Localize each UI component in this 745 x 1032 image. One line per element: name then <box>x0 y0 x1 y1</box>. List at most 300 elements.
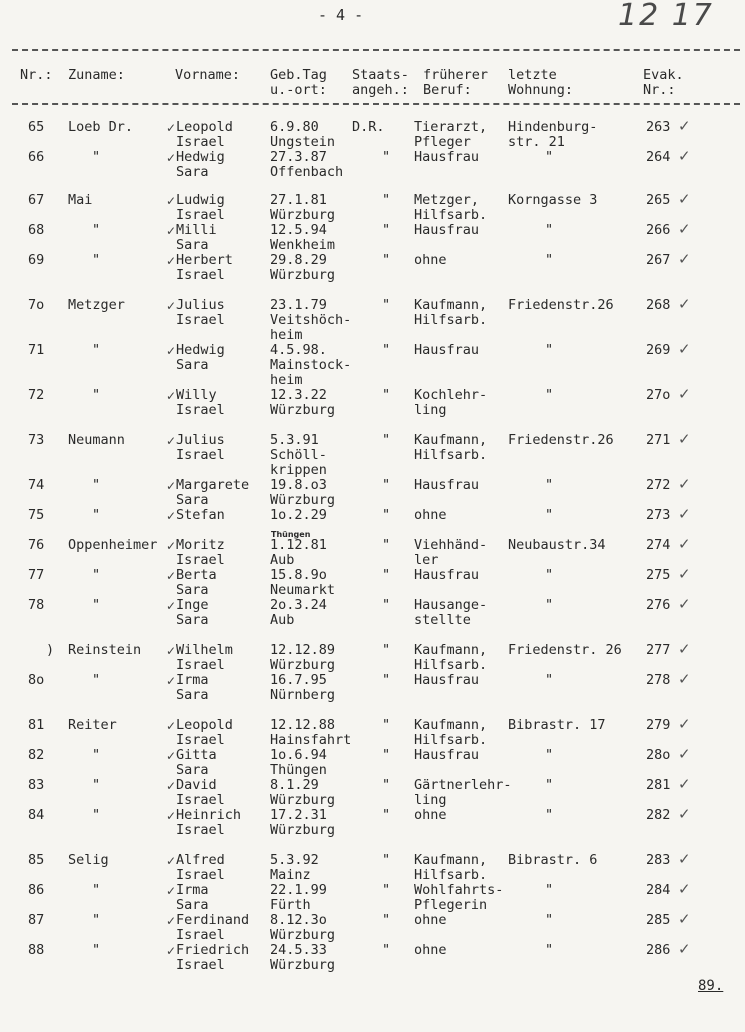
entry-vorname: Sara <box>176 164 209 180</box>
check-mark-icon: ✓ <box>678 340 691 358</box>
entry-beruf: Kaufmann, <box>414 432 488 448</box>
header-beruf-1: früherer <box>423 67 489 83</box>
header-beruf-2: Beruf: <box>423 82 472 98</box>
entry-beruf: ling <box>414 792 447 808</box>
entry-evak-nr: 277 <box>646 642 671 658</box>
entry-beruf: Viehhänd- <box>414 537 488 553</box>
entry-vorname: Israel <box>176 927 225 943</box>
entry-geburt: 2o.3.24 <box>270 597 327 613</box>
top-rule <box>12 49 740 51</box>
entry-beruf: Pflegerin <box>414 897 488 913</box>
entry-wohnung: " <box>545 777 554 793</box>
entry-geburt: Thüngen <box>270 762 327 778</box>
entry-geburt: Fürth <box>270 897 311 913</box>
entry-beruf: Kaufmann, <box>414 297 488 313</box>
entry-vorname: Friedrich <box>176 942 250 958</box>
entry-nr: 8o <box>28 672 45 688</box>
entry-vorname: Sara <box>176 237 209 253</box>
entry-staatsangehoerigkeit: " <box>382 747 391 763</box>
entry-vorname: Israel <box>176 657 225 673</box>
check-mark-icon: ✓ <box>166 644 177 658</box>
check-mark-icon: ✓ <box>678 475 691 493</box>
entry-zuname: " <box>92 387 101 403</box>
entry-beruf: Hilfsarb. <box>414 312 488 328</box>
entry-vorname: Alfred <box>176 852 225 868</box>
entry-nr: 73 <box>28 432 45 448</box>
entry-vorname: Wilhelm <box>176 642 233 658</box>
entry-wohnung: Bibrastr. 6 <box>508 852 598 868</box>
check-mark-icon: ✓ <box>166 509 177 523</box>
check-mark-icon: ✓ <box>166 224 177 238</box>
header-wohnung-2: Wohnung: <box>508 82 574 98</box>
entry-vorname: Israel <box>176 732 225 748</box>
entry-vorname: Leopold <box>176 119 233 135</box>
entry-evak-nr: 265 <box>646 192 671 208</box>
check-mark-icon: ✓ <box>678 430 691 448</box>
entry-nr: 82 <box>28 747 45 763</box>
check-mark-icon: ✓ <box>678 775 691 793</box>
entry-beruf: ohne <box>414 807 447 823</box>
entry-vorname: David <box>176 777 217 793</box>
entry-beruf: Hausfrau <box>414 672 480 688</box>
entry-nr: 84 <box>28 807 45 823</box>
entry-geburt: Mainz <box>270 867 311 883</box>
entry-beruf: Hausange- <box>414 597 488 613</box>
header-wohnung-1: letzte <box>508 67 557 83</box>
entry-zuname: " <box>92 567 101 583</box>
entry-geburt: 8.1.29 <box>270 777 319 793</box>
entry-geburt: Würzburg <box>270 267 336 283</box>
entry-geburt: 27.1.81 <box>270 192 327 208</box>
entry-nr: 75 <box>28 507 45 523</box>
entry-wohnung: " <box>545 149 554 165</box>
entry-staatsangehoerigkeit: " <box>382 192 391 208</box>
entry-geburt: Hainsfahrt <box>270 732 352 748</box>
entry-geburt: Würzburg <box>270 492 336 508</box>
entry-geburt: 24.5.33 <box>270 942 327 958</box>
entry-beruf: Hilfsarb. <box>414 732 488 748</box>
check-mark-icon: ✓ <box>678 640 691 658</box>
entry-wohnung: " <box>545 507 554 523</box>
entry-wohnung: " <box>545 567 554 583</box>
check-mark-icon: ✓ <box>678 190 691 208</box>
entry-wohnung: " <box>545 942 554 958</box>
entry-geburt: 12.12.89 <box>270 642 336 658</box>
check-mark-icon: ✓ <box>166 854 177 868</box>
entry-beruf: Hausfrau <box>414 477 480 493</box>
entry-vorname: Israel <box>176 134 225 150</box>
entry-staatsangehoerigkeit: " <box>382 567 391 583</box>
entry-vorname: Heinrich <box>176 807 242 823</box>
header-zuname: Zuname: <box>68 67 125 83</box>
check-mark-icon: ✓ <box>678 505 691 523</box>
entry-beruf: Hilfsarb. <box>414 447 488 463</box>
entry-vorname: Hedwig <box>176 342 225 358</box>
check-mark-icon: ✓ <box>166 674 177 688</box>
entry-vorname: Hedwig <box>176 149 225 165</box>
entry-evak-nr: 269 <box>646 342 671 358</box>
entry-geburt: Wenkheim <box>270 237 336 253</box>
entry-beruf: ling <box>414 402 447 418</box>
entry-geburt: Würzburg <box>270 402 336 418</box>
entry-zuname: " <box>92 477 101 493</box>
header-geb-1: Geb.Tag <box>270 67 327 83</box>
entry-wohnung: Friedenstr.26 <box>508 432 614 448</box>
entry-vorname: Irma <box>176 882 209 898</box>
header-evak-2: Nr.: <box>643 82 676 98</box>
entry-vorname: Milli <box>176 222 217 238</box>
entry-nr: ) <box>46 642 55 658</box>
entry-geburt: 27.3.87 <box>270 149 327 165</box>
entry-zuname: " <box>92 149 101 165</box>
entry-vorname: Margarete <box>176 477 250 493</box>
entry-beruf: Hausfrau <box>414 149 480 165</box>
entry-zuname: " <box>92 882 101 898</box>
entry-vorname: Sara <box>176 492 209 508</box>
entry-vorname: Moritz <box>176 537 225 553</box>
entry-wohnung: " <box>545 477 554 493</box>
entry-vorname: Willy <box>176 387 217 403</box>
entry-nr: 83 <box>28 777 45 793</box>
entry-staatsangehoerigkeit: " <box>382 297 391 313</box>
entry-beruf: Kaufmann, <box>414 642 488 658</box>
entry-geburt: Würzburg <box>270 792 336 808</box>
entry-evak-nr: 266 <box>646 222 671 238</box>
entry-geburt: 12.5.94 <box>270 222 327 238</box>
entry-zuname: Reiter <box>68 717 117 733</box>
header-staats-2: angeh.: <box>352 82 409 98</box>
entry-staatsangehoerigkeit: " <box>382 852 391 868</box>
entry-zuname: " <box>92 942 101 958</box>
header-rule <box>12 103 740 105</box>
check-mark-icon: ✓ <box>678 715 691 733</box>
entry-vorname: Ludwig <box>176 192 225 208</box>
check-mark-icon: ✓ <box>678 805 691 823</box>
entry-staatsangehoerigkeit: " <box>382 642 391 658</box>
check-mark-icon: ✓ <box>678 940 691 958</box>
entry-evak-nr: 27o <box>646 387 671 403</box>
entry-vorname: Irma <box>176 672 209 688</box>
entry-staatsangehoerigkeit: " <box>382 432 391 448</box>
entry-zuname: " <box>92 507 101 523</box>
entry-wohnung: " <box>545 222 554 238</box>
entry-wohnung: " <box>545 912 554 928</box>
entry-wohnung: " <box>545 807 554 823</box>
entry-vorname: Ferdinand <box>176 912 250 928</box>
entry-vorname: Sara <box>176 897 209 913</box>
check-mark-icon: ✓ <box>166 194 177 208</box>
entry-zuname: Reinstein <box>68 642 142 658</box>
entry-wohnung: " <box>545 882 554 898</box>
entry-evak-nr: 284 <box>646 882 671 898</box>
entry-staatsangehoerigkeit: " <box>382 672 391 688</box>
entry-evak-nr: 28o <box>646 747 671 763</box>
entry-nr: 66 <box>28 149 45 165</box>
check-mark-icon: ✓ <box>678 220 691 238</box>
entry-beruf: Kaufmann, <box>414 852 488 868</box>
entry-nr: 71 <box>28 342 45 358</box>
entry-beruf: Kaufmann, <box>414 717 488 733</box>
entry-geburt: Würzburg <box>270 822 336 838</box>
entry-geburt: 5.3.92 <box>270 852 319 868</box>
entry-beruf: Kochlehr- <box>414 387 488 403</box>
entry-nr: 72 <box>28 387 45 403</box>
entry-beruf: Gärtnerlehr- <box>414 777 512 793</box>
check-mark-icon: ✓ <box>678 565 691 583</box>
entry-nr: 78 <box>28 597 45 613</box>
entry-evak-nr: 276 <box>646 597 671 613</box>
entry-wohnung: " <box>545 672 554 688</box>
entry-wohnung: Neubaustr.34 <box>508 537 606 553</box>
entry-wohnung: " <box>545 597 554 613</box>
entry-geburt: 29.8.29 <box>270 252 327 268</box>
check-mark-icon: ✓ <box>166 914 177 928</box>
entry-evak-nr: 285 <box>646 912 671 928</box>
entry-nr: 87 <box>28 912 45 928</box>
entry-vorname: Sara <box>176 687 209 703</box>
entry-beruf: Hilfsarb. <box>414 867 488 883</box>
entry-vorname: Herbert <box>176 252 233 268</box>
entry-geburt: 1o.6.94 <box>270 747 327 763</box>
check-mark-icon: ✓ <box>678 250 691 268</box>
entry-beruf: Wohlfahrts- <box>414 882 504 898</box>
check-mark-icon: ✓ <box>166 151 177 165</box>
check-mark-icon: ✓ <box>678 147 691 165</box>
entry-zuname: " <box>92 807 101 823</box>
handwritten-annotation: Thüngen <box>271 530 311 539</box>
check-mark-icon: ✓ <box>678 880 691 898</box>
entry-wohnung: " <box>545 342 554 358</box>
entry-evak-nr: 281 <box>646 777 671 793</box>
entry-vorname: Israel <box>176 822 225 838</box>
entry-geburt: 12.12.88 <box>270 717 336 733</box>
entry-nr: 85 <box>28 852 45 868</box>
header-nr: Nr.: <box>20 67 53 83</box>
entry-vorname: Gitta <box>176 747 217 763</box>
entry-zuname: Neumann <box>68 432 125 448</box>
entry-nr: 69 <box>28 252 45 268</box>
entry-evak-nr: 278 <box>646 672 671 688</box>
entry-geburt: 23.1.79 <box>270 297 327 313</box>
entry-geburt: Würzburg <box>270 927 336 943</box>
entry-evak-nr: 264 <box>646 149 671 165</box>
entry-vorname: Israel <box>176 957 225 973</box>
entry-geburt: 17.2.31 <box>270 807 327 823</box>
entry-geburt: Nürnberg <box>270 687 336 703</box>
entry-beruf: ler <box>414 552 439 568</box>
entry-wohnung: Hindenburg- <box>508 119 598 135</box>
entry-evak-nr: 272 <box>646 477 671 493</box>
check-mark-icon: ✓ <box>166 539 177 553</box>
check-mark-icon: ✓ <box>166 299 177 313</box>
check-mark-icon: ✓ <box>166 254 177 268</box>
entry-wohnung: Friedenstr.26 <box>508 297 614 313</box>
check-mark-icon: ✓ <box>678 910 691 928</box>
check-mark-icon: ✓ <box>166 434 177 448</box>
check-mark-icon: ✓ <box>166 389 177 403</box>
entry-geburt: Neumarkt <box>270 582 336 598</box>
entry-evak-nr: 283 <box>646 852 671 868</box>
entry-vorname: Julius <box>176 432 225 448</box>
entry-geburt: Würzburg <box>270 207 336 223</box>
entry-vorname: Israel <box>176 867 225 883</box>
entry-geburt: 15.8.9o <box>270 567 327 583</box>
footer-number: 89. <box>698 978 724 994</box>
entry-wohnung: Korngasse 3 <box>508 192 598 208</box>
check-mark-icon: ✓ <box>678 595 691 613</box>
check-mark-icon: ✓ <box>166 779 177 793</box>
entry-beruf: Tierarzt, <box>414 119 488 135</box>
check-mark-icon: ✓ <box>678 295 691 313</box>
entry-beruf: Hausfrau <box>414 567 480 583</box>
entry-staatsangehoerigkeit: " <box>382 777 391 793</box>
entry-staatsangehoerigkeit: " <box>382 149 391 165</box>
entry-geburt: 6.9.80 <box>270 119 319 135</box>
entry-geburt: Aub <box>270 552 295 568</box>
entry-beruf: ohne <box>414 942 447 958</box>
entry-geburt: Würzburg <box>270 957 336 973</box>
entry-beruf: Hausfrau <box>414 222 480 238</box>
entry-geburt: 8.12.3o <box>270 912 327 928</box>
check-mark-icon: ✓ <box>678 670 691 688</box>
header-vorname: Vorname: <box>175 67 241 83</box>
entry-zuname: Mai <box>68 192 93 208</box>
entry-beruf: Hilfsarb. <box>414 657 488 673</box>
entry-evak-nr: 268 <box>646 297 671 313</box>
check-mark-icon: ✓ <box>678 535 691 553</box>
entry-geburt: 5.3.91 <box>270 432 319 448</box>
entry-zuname: Selig <box>68 852 109 868</box>
entry-geburt: 1o.2.29 <box>270 507 327 523</box>
entry-zuname: " <box>92 342 101 358</box>
check-mark-icon: ✓ <box>166 719 177 733</box>
entry-vorname: Leopold <box>176 717 233 733</box>
entry-evak-nr: 286 <box>646 942 671 958</box>
entry-beruf: Hilfsarb. <box>414 207 488 223</box>
entry-geburt: 1.12.81 <box>270 537 327 553</box>
entry-beruf: Hausfrau <box>414 747 480 763</box>
entry-nr: 77 <box>28 567 45 583</box>
entry-nr: 86 <box>28 882 45 898</box>
check-mark-icon: ✓ <box>678 385 691 403</box>
entry-beruf: Hausfrau <box>414 342 480 358</box>
entry-zuname: " <box>92 597 101 613</box>
entry-geburt: 12.3.22 <box>270 387 327 403</box>
entry-evak-nr: 271 <box>646 432 671 448</box>
entry-geburt: heim <box>270 327 303 343</box>
page-number: - 4 - <box>318 6 364 24</box>
entry-vorname: Israel <box>176 207 225 223</box>
entry-vorname: Sara <box>176 762 209 778</box>
check-mark-icon: ✓ <box>166 944 177 958</box>
entry-geburt: Veitshöch- <box>270 312 352 328</box>
entry-zuname: " <box>92 912 101 928</box>
entry-vorname: Israel <box>176 312 225 328</box>
check-mark-icon: ✓ <box>166 121 177 135</box>
entry-zuname: Loeb Dr. <box>68 119 134 135</box>
entry-vorname: Berta <box>176 567 217 583</box>
entry-staatsangehoerigkeit: " <box>382 507 391 523</box>
entry-vorname: Israel <box>176 552 225 568</box>
entry-staatsangehoerigkeit: " <box>382 477 391 493</box>
entry-beruf: ohne <box>414 252 447 268</box>
header-geb-2: u.-ort: <box>270 82 327 98</box>
entry-staatsangehoerigkeit: " <box>382 387 391 403</box>
entry-nr: 74 <box>28 477 45 493</box>
entry-evak-nr: 275 <box>646 567 671 583</box>
entry-nr: 67 <box>28 192 45 208</box>
entry-beruf: ohne <box>414 507 447 523</box>
entry-beruf: Metzger, <box>414 192 480 208</box>
check-mark-icon: ✓ <box>166 599 177 613</box>
entry-beruf: stellte <box>414 612 471 628</box>
entry-wohnung: " <box>545 747 554 763</box>
entry-zuname: Oppenheimer <box>68 537 158 553</box>
entry-zuname: " <box>92 222 101 238</box>
entry-geburt: 4.5.98. <box>270 342 327 358</box>
entry-vorname: Israel <box>176 792 225 808</box>
entry-zuname: " <box>92 672 101 688</box>
entry-geburt: 22.1.99 <box>270 882 327 898</box>
entry-vorname: Sara <box>176 582 209 598</box>
entry-wohnung: Friedenstr. 26 <box>508 642 622 658</box>
header-staats-1: Staats- <box>352 67 409 83</box>
entry-nr: 65 <box>28 119 45 135</box>
entry-staatsangehoerigkeit: " <box>382 942 391 958</box>
entry-vorname: Israel <box>176 267 225 283</box>
entry-zuname: Metzger <box>68 297 125 313</box>
entry-vorname: Sara <box>176 357 209 373</box>
header-evak-1: Evak. <box>643 67 684 83</box>
entry-wohnung: str. 21 <box>508 134 565 150</box>
entry-wohnung: Bibrastr. 17 <box>508 717 606 733</box>
entry-staatsangehoerigkeit: " <box>382 252 391 268</box>
entry-geburt: Mainstock- <box>270 357 352 373</box>
entry-geburt: Aub <box>270 612 295 628</box>
check-mark-icon: ✓ <box>678 745 691 763</box>
entry-staatsangehoerigkeit: " <box>382 342 391 358</box>
check-mark-icon: ✓ <box>678 850 691 868</box>
entry-geburt: Würzburg <box>270 657 336 673</box>
entry-staatsangehoerigkeit: " <box>382 222 391 238</box>
entry-nr: 76 <box>28 537 45 553</box>
entry-nr: 7o <box>28 297 45 313</box>
entry-evak-nr: 263 <box>646 119 671 135</box>
entry-staatsangehoerigkeit: " <box>382 807 391 823</box>
entry-nr: 68 <box>28 222 45 238</box>
entry-staatsangehoerigkeit: " <box>382 882 391 898</box>
check-mark-icon: ✓ <box>166 344 177 358</box>
entry-beruf: ohne <box>414 912 447 928</box>
entry-nr: 81 <box>28 717 45 733</box>
entry-zuname: " <box>92 777 101 793</box>
check-mark-icon: ✓ <box>166 569 177 583</box>
entry-geburt: 16.7.95 <box>270 672 327 688</box>
entry-wohnung: " <box>545 387 554 403</box>
check-mark-icon: ✓ <box>166 749 177 763</box>
entry-staatsangehoerigkeit: " <box>382 537 391 553</box>
entry-geburt: krippen <box>270 462 327 478</box>
entry-vorname: Julius <box>176 297 225 313</box>
entry-geburt: 19.8.o3 <box>270 477 327 493</box>
entry-zuname: " <box>92 747 101 763</box>
check-mark-icon: ✓ <box>166 884 177 898</box>
entry-evak-nr: 274 <box>646 537 671 553</box>
entry-geburt: heim <box>270 372 303 388</box>
entry-vorname: Israel <box>176 402 225 418</box>
entry-vorname: Sara <box>176 612 209 628</box>
entry-vorname: Stefan <box>176 507 225 523</box>
